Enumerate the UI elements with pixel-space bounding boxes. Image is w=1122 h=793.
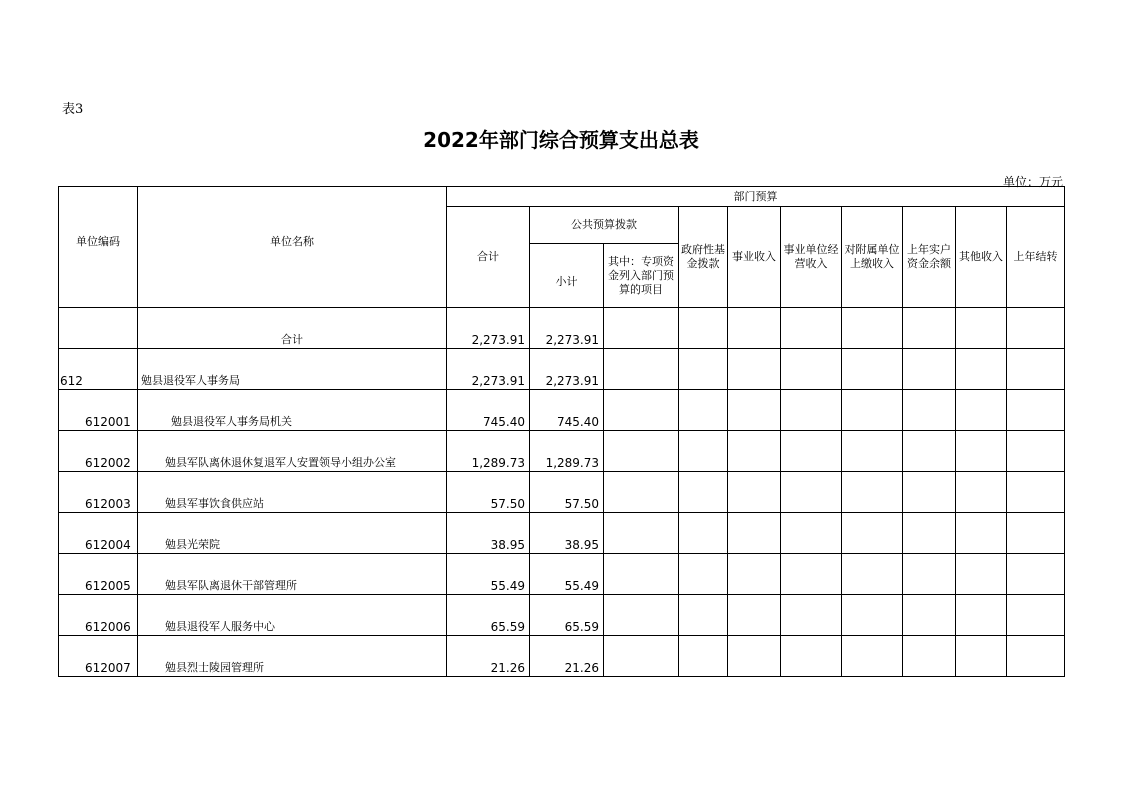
table-row bbox=[59, 636, 1065, 677]
row-total: 2,273.91 bbox=[447, 349, 530, 390]
row-subtotal: 745.40 bbox=[530, 390, 604, 431]
table-row bbox=[59, 513, 1065, 554]
row-name: 勉县退役军人事务局机关 bbox=[138, 390, 447, 431]
header-special-item: 其中：专项资金列入部门预算的项目 bbox=[604, 244, 679, 308]
row-subtotal: 21.26 bbox=[530, 636, 604, 677]
table-row bbox=[59, 554, 1065, 595]
header-total: 合计 bbox=[447, 207, 530, 308]
row-subtotal: 1,289.73 bbox=[530, 431, 604, 472]
row-total: 745.40 bbox=[447, 390, 530, 431]
table-row bbox=[59, 472, 1065, 513]
row-subtotal: 65.59 bbox=[530, 595, 604, 636]
table-number: 表3 bbox=[62, 102, 84, 117]
row-subtotal: 57.50 bbox=[530, 472, 604, 513]
row-name: 勉县军队离休退休复退军人安置领导小组办公室 bbox=[138, 431, 447, 472]
row-code: 612001 bbox=[59, 390, 138, 431]
row-name: 勉县烈士陵园管理所 bbox=[138, 636, 447, 677]
header-operating-income: 事业单位经营收入 bbox=[781, 207, 842, 308]
row-total: 2,273.91 bbox=[447, 308, 530, 349]
header-gov-fund: 政府性基金拨款 bbox=[679, 207, 728, 308]
row-name: 勉县军队离退休干部管理所 bbox=[138, 554, 447, 595]
table-row bbox=[59, 390, 1065, 431]
header-dept-budget: 部门预算 bbox=[447, 187, 1065, 207]
header-public-budget: 公共预算拨款 bbox=[530, 207, 679, 244]
row-name: 勉县退役军人服务中心 bbox=[138, 595, 447, 636]
table-row bbox=[59, 431, 1065, 472]
header-name: 单位名称 bbox=[138, 187, 447, 308]
row-total: 21.26 bbox=[447, 636, 530, 677]
row-code: 612004 bbox=[59, 513, 138, 554]
header-business-income: 事业收入 bbox=[728, 207, 781, 308]
header-other-income: 其他收入 bbox=[956, 207, 1007, 308]
row-name: 勉县军事饮食供应站 bbox=[138, 472, 447, 513]
header-carryover: 上年结转 bbox=[1007, 207, 1065, 308]
header-affiliated-income: 对附属单位上缴收入 bbox=[842, 207, 903, 308]
row-name: 合计 bbox=[138, 308, 447, 349]
budget-table bbox=[58, 186, 1065, 677]
row-subtotal: 55.49 bbox=[530, 554, 604, 595]
header-code: 单位编码 bbox=[59, 187, 138, 308]
row-subtotal: 2,273.91 bbox=[530, 308, 604, 349]
page-title: 2022年部门综合预算支出总表 bbox=[423, 128, 699, 152]
row-name: 勉县退役军人事务局 bbox=[138, 349, 447, 390]
table-row bbox=[59, 308, 1065, 349]
row-code: 612006 bbox=[59, 595, 138, 636]
row-total: 65.59 bbox=[447, 595, 530, 636]
row-code: 612002 bbox=[59, 431, 138, 472]
row-total: 57.50 bbox=[447, 472, 530, 513]
row-code bbox=[59, 308, 138, 349]
table-row bbox=[59, 349, 1065, 390]
header-subtotal: 小计 bbox=[530, 244, 604, 308]
row-total: 1,289.73 bbox=[447, 431, 530, 472]
table-row bbox=[59, 595, 1065, 636]
row-code: 612007 bbox=[59, 636, 138, 677]
row-code: 612003 bbox=[59, 472, 138, 513]
row-total: 38.95 bbox=[447, 513, 530, 554]
row-total: 55.49 bbox=[447, 554, 530, 595]
header-last-year-balance: 上年实户资金余额 bbox=[903, 207, 956, 308]
row-code: 612005 bbox=[59, 554, 138, 595]
row-subtotal: 2,273.91 bbox=[530, 349, 604, 390]
row-subtotal: 38.95 bbox=[530, 513, 604, 554]
row-name: 勉县光荣院 bbox=[138, 513, 447, 554]
row-code: 612 bbox=[59, 349, 138, 390]
unit-label: 单位：万元 bbox=[1002, 175, 1063, 189]
